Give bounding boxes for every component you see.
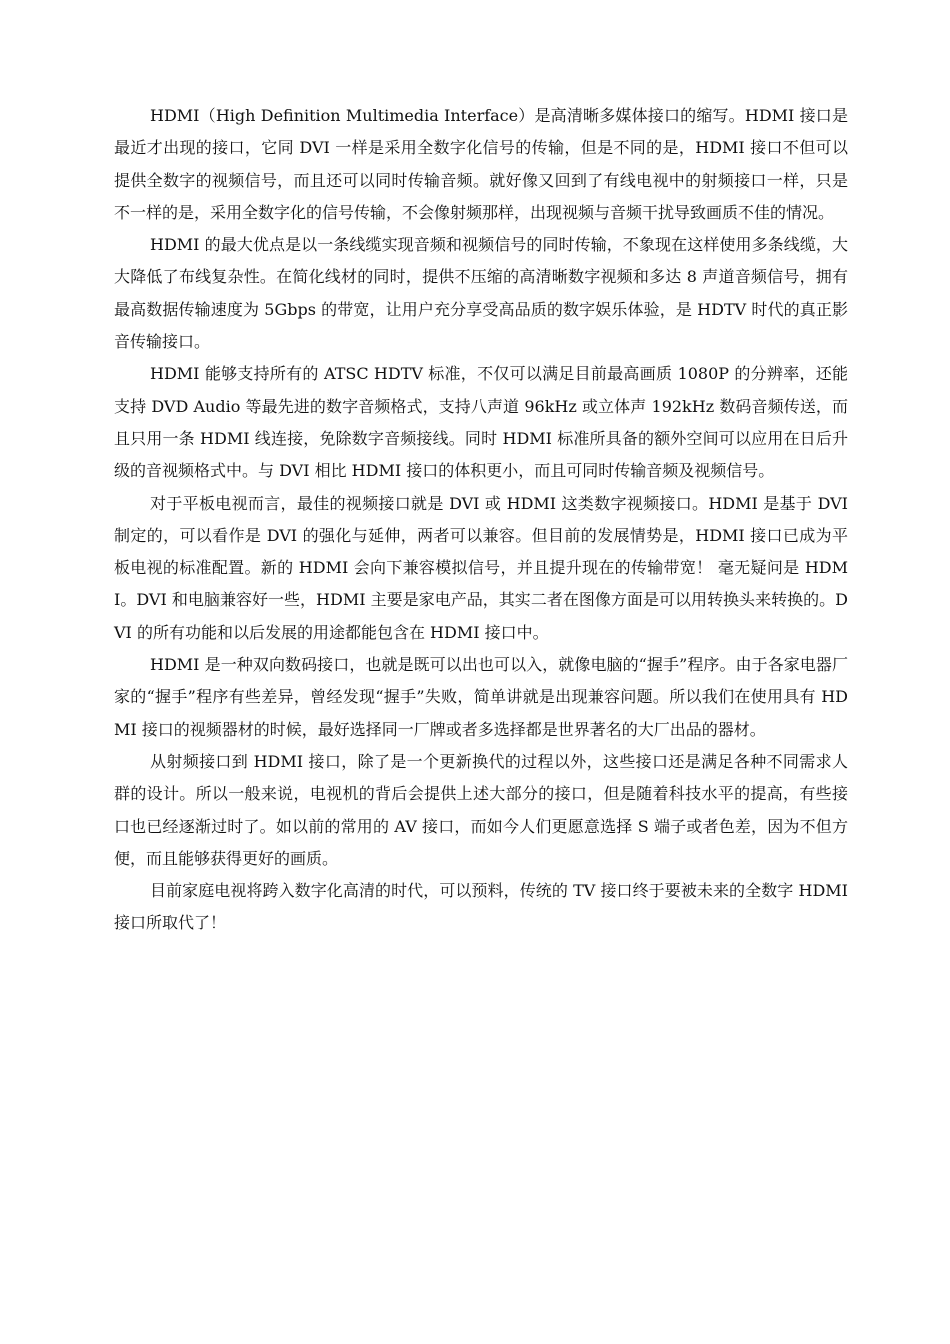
paragraph-hdmi-advantages: HDMI 的最大优点是以一条线缆实现音频和视频信号的同时传输，不象现在这样使用多条线缆，大大降低了布线复杂性。在简化线材的同时，提供不压缩的高清晰数字视频和多达 8 声道音频信号，拥有最高数据传输速度为 5Gbps 的带宽，让用户充分享受高品质的数字娱乐体验，是 HDTV 时代的真正影音传输接口。 xyxy=(114,235,848,352)
paragraph-hdmi-standards: HDMI 能够支持所有的 ATSC HDTV 标准，不仅可以满足目前最高画质 1080P 的分辨率，还能支持 DVD Audio 等最先进的数字音频格式，支持八声道 96kHz 或立体声 192kHz 数码音频传送，而且只用一条 HDMI 线连接，免除数字音频接线。同时 HDMI 标准所具备的额外空间可以应用在日后升级的音视频格式中。与 DVI 相比 HDMI 接口的体积更小，而且可同时传输音频及视频信号。 xyxy=(114,364,848,481)
paragraph-conclusion: 目前家庭电视将跨入数字化高清的时代，可以预料，传统的 TV 接口终于要被未来的全数字 HDMI 接口所取代了！ xyxy=(114,881,848,933)
paragraph-interface-evolution: 从射频接口到 HDMI 接口，除了是一个更新换代的过程以外，这些接口还是满足各种不同需求人群的设计。所以一般来说，电视机的背后会提供上述大部分的接口，但是随着科技水平的提高，有些接口也已经逐渐过时了。如以前的常用的 AV 接口，而如今人们更愿意选择 S 端子或者色差，因为不但方便，而且能够获得更好的画质。 xyxy=(114,751,848,868)
paragraph-hdmi-definition: HDMI（High Definition Multimedia Interface）是高清晰多媒体接口的缩写。HDMI 接口是最近才出现的接口，它同 DVI 一样是采用全数字化信号的传输，但是不同的是，HDMI 接口不但可以提供全数字的视频信号，而且还可以同时传输音频。就好像又回到了有线电视中的射频接口一样，只是不一样的是，采用全数字化的信号传输，不会像射频那样，出现视频与音频干扰导致画质不佳的情况。 xyxy=(114,106,848,222)
paragraph-flat-panel-tv: 对于平板电视而言，最佳的视频接口就是 DVI 或 HDMI 这类数字视频接口。HDMI 是基于 DVI 制定的，可以看作是 DVI 的强化与延伸，两者可以兼容。但目前的发展情势是，HDMI 接口已成为平板电视的标准配置。新的 HDMI 会向下兼容模拟信号，并且提升现在的传输带宽！ 毫无疑问是 HDMI。DVI 和电脑兼容好一些，HDMI 主要是家电产品，其实二者在图像方面是可以用转换头来转换的。DVI 的所有功能和以后发展的用途都能包含在 HDMI 接口中。 xyxy=(114,493,848,642)
document-body xyxy=(114,100,848,940)
paragraph-handshake: HDMI 是一种双向数码接口，也就是既可以出也可以入，就像电脑的“握手”程序。由于各家电器厂家的“握手”程序有些差异，曾经发现“握手”失败，简单讲就是出现兼容问题。所以我们在使用具有 HDMI 接口的视频器材的时候，最好选择同一厂牌或者多选择都是世界著名的大厂出品的器材。 xyxy=(114,655,848,739)
